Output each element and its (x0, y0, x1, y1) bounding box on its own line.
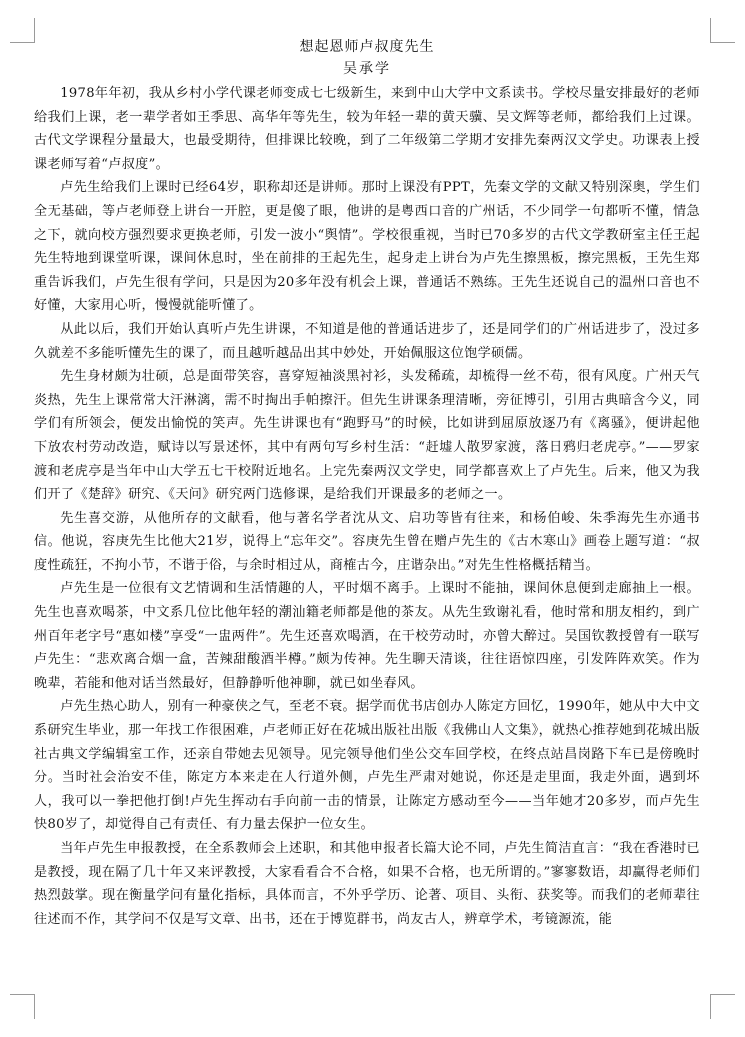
page-corner-mark-bottom-right (710, 994, 735, 1019)
page-corner-mark-top-right (710, 18, 735, 43)
paragraph-6: 卢先生是一位很有文艺情调和生活情趣的人，平时烟不离手。上课时不能抽，课间休息便到走廊抽上一根。先生也喜欢喝茶，中文系几位比他年轻的潮汕籍老师都是他的茶友。从先生致谢礼看，他时常和朋友相约，到广州百年老字号“惠如楼”享受“一盅两件”。先生还喜欢喝酒，在干校劳动时，亦曾大醉过。吴国钦教授曾有一联写卢先生：“悲欢离合烟一盒，苦辣甜酸酒半樽。”颇为传神。先生聊天清谈，往往语惊四座，引发阵阵欢笑。作为晚辈，若能和他对话当然最好，但静静听他神聊，就已如坐春风。 (34, 581, 700, 691)
page-corner-mark-bottom-left (10, 994, 35, 1019)
document-page (34, 36, 700, 931)
paragraph-7: 卢先生热心助人，别有一种豪侠之气，至老不衰。据学而优书店创办人陈定方回忆，1990年，她从中大中文系研究生毕业，那一年找工作很困难，卢老师正好在花城出版社出版《我佛山人文集》，就热心推荐她到花城出版社古典文学编辑室工作，还亲自带她去见领导。见完领导他们坐公交车回学校，在终点站昌岗路下车已是傍晚时分。当时社会治安不佳，陈定方本来走在人行道外侧，卢先生严肃对她说，你还是走里面，我走外面，遇到坏人，我可以一拳把他打倒!卢先生挥动右手向前一击的情景，让陈定方感动至今——当年她才20多岁，而卢先生快80岁了，却觉得自己有责任、有力量去保护一位女生。 (34, 699, 700, 833)
document-author: 吴承学 (343, 61, 391, 77)
paragraph-4: 先生身材颇为壮硕，总是面带笑容，喜穿短袖淡黑衬衫，头发稀疏，却梳得一丝不苟，很有风度。广州天气炎热，先生上课常常大汗淋漓，需不时掏出手帕擦汗。但先生讲课条理清晰，旁征博引，引用古典暗含今义，同学们有所领会，便发出愉悦的笑声。先生讲课也有“跑野马”的时候，比如讲到屈原放逐乃有《离骚》，便讲起他下放农村劳动改造，赋诗以写景述怀，其中有两句写乡村生活：“赶墟人散罗家渡，落日鸦归老虎亭。”——罗家渡和老虎亭是当年中山大学五七干校附近地名。上完先秦两汉文学史，同学都喜欢上了卢先生。后来，他又为我们开了《楚辞》研究、《天问》研究两门选修课，是给我们开课最多的老师之一。 (34, 369, 700, 503)
document-title: 想起恩师卢叔度先生 (299, 39, 435, 55)
paragraph-1: 1978年年初，我从乡村小学代课老师变成七七级新生，来到中山大学中文系读书。学校尽量安排最好的老师给我们上课，老一辈学者如王季思、高华年等先生，较为年轻一辈的黄天骥、吴文辉等老师，都给我们上过课。古代文学课程分量最大，也最受期待，但排课比较晚，到了二年级第二学期才安排先秦两汉文学史。功课表上授课老师写着“卢叔度”。 (34, 86, 700, 172)
paragraph-8: 当年卢先生申报教授，在全系教师会上述职，和其他申报者长篇大论不同，卢先生简洁直言：“我在香港时已是教授，现在隔了几十年又来评教授，大家看看合不合格，如果不合格，也无所谓的。”寥寥数语，却赢得老师们热烈鼓掌。现在衡量学问有量化指标，具体而言，不外乎学历、论著、项目、头衔、获奖等。而我们的老师辈往往述而不作，其学问不仅是写文章、出书，还在于博览群书，尚友古人，辨章学术，考镜源流，能 (34, 841, 700, 927)
page-corner-mark-top-left (10, 18, 35, 43)
paragraph-5: 先生喜交游，从他所存的文献看，他与著名学者沈从文、启功等皆有往来，和杨伯峻、朱季海先生亦通书信。他说，容庚先生比他大21岁，说得上“忘年交”。容庚先生曾在赠卢先生的《古木寒山》画卷上题写道：“叔度性疏狂，不拘小节，不谐于俗，与余时相过从，商榷古今，庄谐杂出。”对先生性格概括精当。 (34, 510, 700, 573)
paragraph-3: 从此以后，我们开始认真听卢先生讲课，不知道是他的普通话进步了，还是同学们的广州话进步了，没过多久就差不多能听懂先生的课了，而且越听越品出其中妙处，开始佩服这位饱学硕儒。 (34, 321, 700, 361)
paragraph-2: 卢先生给我们上课时已经64岁，职称却还是讲师。那时上课没有PPT，先秦文学的文献又特别深奥，学生们全无基础，等卢老师登上讲台一开腔，更是傻了眼，他讲的是粤西口音的广州话，不少同学一句都听不懂，情急之下，就向校方强烈要求更换老师，引发一波小“舆情”。学校很重视，当时已70多岁的古代文学教研室主任王起先生特地到课堂听课，课间休息时，坐在前排的王起先生，起身走上讲台为卢先生擦黑板，擦完黑板，王先生郑重告诉我们，卢先生很有学问，只是因为20多年没有机会上课，普通话不熟练。王先生还说自己的温州口音也不好懂，大家用心听，慢慢就能听懂了。 (34, 180, 700, 314)
